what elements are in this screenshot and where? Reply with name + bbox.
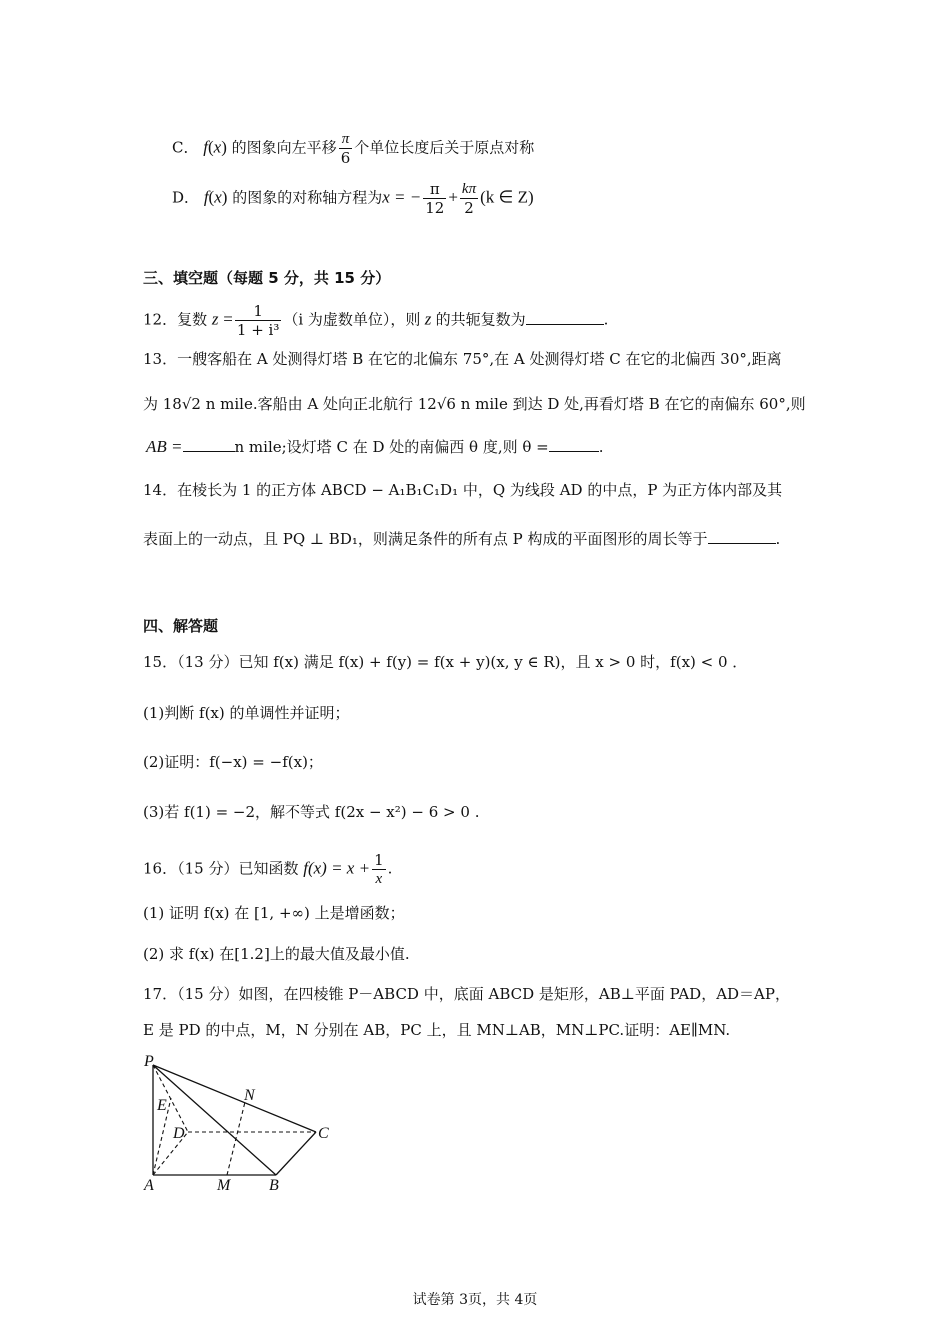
option-d-fraction-1: $\frac{\pi}{12}$ — [425, 180, 445, 217]
q15-line-1-text: （13 分）已知 f(x) 满足 f(x) + f(y) = f(x + y)(x, y ∈ R)，且 x > 0 时，f(x) < 0 ． — [177, 653, 748, 671]
q15-number: 15． — [143, 653, 178, 671]
q16-fx: f(x) = x + — [303, 858, 371, 878]
option-d-fraction-2: $\frac{k\pi}{2}$ — [461, 181, 477, 217]
q13-end: . — [598, 438, 604, 456]
option-d-text-a: 的图象的对称轴方程为 — [232, 188, 383, 207]
question-13-line-1 — [143, 349, 782, 369]
section-4-heading: 四、解答题 — [143, 617, 219, 635]
q16-part-1: (1) 证明 f(x) 在 [1, +∞) 上是增函数； — [143, 904, 405, 922]
q12-number: 12． — [143, 310, 178, 329]
q12-answer-blank[interactable] — [526, 310, 604, 325]
q14-line-2-text: 表面上的一动点，且 PQ ⊥ BD₁，则满足条件的所有点 P 构成的平面图形的周长等于 — [143, 530, 708, 548]
q13-number: 13． — [143, 350, 178, 368]
option-c-label: C． — [172, 138, 199, 157]
option-c-fraction: $\frac{\pi}{6}$ — [340, 131, 351, 167]
question-12: 12．复数 z = $\frac{1}{\text{1 + i³}}$ （i 为虚数单位），则 z 的共轭复数为 . — [143, 302, 609, 339]
option-d-eq: x = − — [382, 187, 422, 207]
option-c-text-b: 个单位长度后关于原点对称 — [354, 138, 535, 157]
label-p: P — [144, 1053, 154, 1070]
edge-pb — [153, 1065, 276, 1175]
pyramid-figure — [138, 1050, 338, 1195]
q14-number: 14． — [143, 481, 178, 499]
question-15-line-1 — [143, 652, 747, 672]
q14-answer-blank[interactable] — [708, 529, 776, 544]
question-17-line-2: E 是 PD 的中点，M，N 分别在 AB，PC 上，且 MN⊥AB，MN⊥PC.证明：AE∥MN. — [143, 1021, 731, 1039]
question-14-line-1 — [143, 480, 782, 500]
option-d: D． f(x) 的图象的对称轴方程为x = − $\frac{\pi}{12}$ + $\frac{k\pi}{2}$ (k ∈ Z) — [172, 180, 534, 217]
question-16-line-1 — [143, 851, 392, 888]
option-d-tail: (k ∈ Z) — [480, 187, 534, 207]
q13-ab: AB = — [146, 437, 183, 456]
question-17-line-1 — [143, 984, 790, 1004]
label-e: E — [157, 1097, 167, 1114]
q12-text-c: 的共轭复数为 — [435, 310, 526, 329]
q16-text-a: （15 分）已知函数 — [177, 859, 299, 878]
q13-ab-blank[interactable] — [183, 437, 235, 452]
segment-mn — [227, 1102, 245, 1175]
label-c: C — [318, 1125, 329, 1142]
q16-fraction: $\frac{1}{x}$ — [374, 851, 384, 887]
question-13-line-3 — [146, 437, 604, 457]
label-b: B — [269, 1177, 279, 1194]
q16-part-2: (2) 求 f(x) 在[1.2]上的最大值及最小值. — [143, 945, 410, 963]
q17-line-1-text: （15 分）如图，在四棱锥 P－ABCD 中，底面 ABCD 是矩形，AB⊥平面 PAD，AD＝AP， — [177, 985, 790, 1003]
q17-number: 17． — [143, 985, 178, 1003]
page-footer: 试卷第 3页，共 4页 — [412, 1292, 538, 1308]
q16-end: . — [387, 859, 393, 878]
label-m: M — [217, 1177, 231, 1194]
option-d-label: D． — [172, 188, 200, 207]
label-n: N — [244, 1087, 255, 1104]
label-a: A — [144, 1177, 154, 1194]
fx-symbol: f — [203, 137, 208, 157]
q12-text-b: （i 为虚数单位），则 — [283, 310, 421, 329]
option-c-text-a: 的图象向左平移 — [231, 138, 337, 157]
q14-line-1-text: 在棱长为 1 的正方体 ABCD − A₁B₁C₁D₁ 中，Q 为线段 AD 的中点，P 为正方体内部及其 — [177, 481, 783, 499]
label-d: D — [173, 1125, 185, 1142]
question-13-line-2: 为 18√2 n mile.客船由 A 处向正北航行 12√6 n mile 到达 D 处,再看灯塔 B 在它的南偏东 60°,则 — [143, 395, 806, 413]
question-14-line-2 — [143, 529, 780, 549]
q13-theta-blank[interactable] — [549, 437, 599, 452]
edge-bc — [276, 1132, 316, 1175]
q12-end: . — [603, 310, 609, 329]
q15-part-2: (2)证明：f(−x) = −f(x)； — [143, 753, 323, 771]
section-3-heading: 三、填空题（每题 5 分，共 15 分） — [143, 269, 391, 287]
q13-line-3-text: n mile;设灯塔 C 在 D 处的南偏西 θ 度,则 θ = — [234, 438, 549, 456]
q12-fraction: $\frac{1}{\text{1 + i³}}$ — [236, 302, 280, 339]
q12-text-a: 复数 — [177, 310, 208, 329]
edge-pc — [153, 1065, 316, 1132]
q16-number: 16． — [143, 859, 178, 878]
option-c: C． f(x) 的图象向左平移 $\frac{\pi}{6}$ 个单位长度后关于原点对称 — [172, 131, 535, 167]
q13-line-1-text: 一艘客船在 A 处测得灯塔 B 在它的北偏东 75°,在 A 处测得灯塔 C 在它的北偏西 30°,距离 — [177, 350, 782, 368]
q14-end: . — [775, 530, 781, 548]
q15-part-3: (3)若 f(1) = −2，解不等式 f(2x − x²) − 6 > 0 . — [143, 803, 480, 821]
q15-part-1: (1)判断 f(x) 的单调性并证明； — [143, 704, 350, 722]
